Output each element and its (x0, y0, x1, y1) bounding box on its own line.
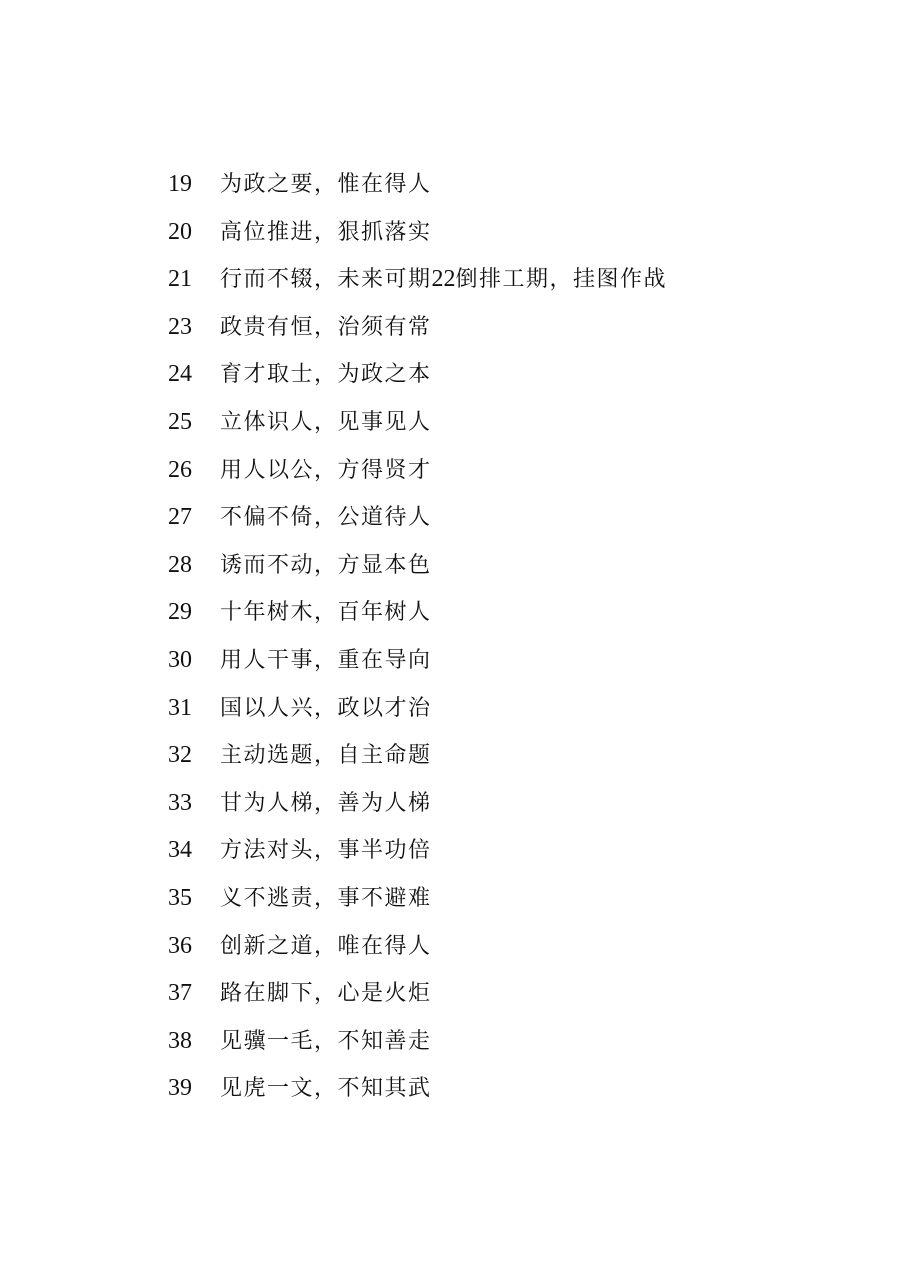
list-item (168, 1022, 868, 1070)
list-item (168, 927, 868, 975)
list-item (168, 165, 868, 213)
line-number: 27 (168, 504, 192, 531)
line-text: 为政之要，惟在得人 (220, 172, 432, 197)
list-item (168, 260, 868, 308)
line-number: 30 (168, 646, 192, 673)
list-item (168, 308, 868, 356)
numbered-list (168, 165, 868, 1117)
line-text: 行而不辍，未来可期 (220, 267, 432, 293)
line-text: 立体识人，见事见人 (220, 409, 432, 435)
line-text-continued: 倒排工期，挂图作战 (455, 267, 668, 293)
line-text: 创新之道，唯在得人 (220, 933, 432, 959)
line-number: 23 (168, 313, 192, 340)
line-number: 31 (168, 694, 192, 721)
line-number: 38 (168, 1027, 192, 1054)
list-item (168, 831, 868, 879)
line-number: 20 (168, 218, 192, 245)
list-item (168, 974, 868, 1022)
list-item (168, 1069, 868, 1117)
line-text: 路在脚下，心是火炬 (220, 981, 432, 1007)
line-text: 见骥一毛，不知善走 (220, 1028, 432, 1054)
line-number: 32 (168, 742, 192, 769)
line-number: 39 (168, 1075, 192, 1102)
line-number: 36 (168, 932, 192, 959)
line-text: 十年树木，百年树人 (220, 600, 432, 626)
inline-line-number: 22 (431, 266, 456, 293)
line-text: 甘为人梯，善为人梯 (220, 790, 432, 816)
list-item (168, 546, 868, 594)
list-item (168, 784, 868, 832)
line-text: 见虎一文，不知其武 (220, 1076, 432, 1102)
line-number: 35 (168, 884, 192, 911)
line-text: 育才取士，为政之本 (220, 362, 432, 388)
list-item (168, 451, 868, 499)
list-item (168, 213, 868, 261)
line-number: 29 (168, 599, 192, 626)
list-item (168, 736, 868, 784)
line-text: 用人干事，重在导向 (220, 647, 432, 673)
list-item (168, 403, 868, 451)
line-number: 24 (168, 361, 192, 388)
line-number: 34 (168, 837, 192, 864)
list-item (168, 689, 868, 737)
line-number: 21 (168, 266, 192, 293)
line-number: 28 (168, 551, 192, 578)
list-item (168, 593, 868, 641)
line-text: 诱而不动，方显本色 (220, 552, 432, 578)
line-text: 不偏不倚，公道待人 (220, 505, 432, 531)
list-item (168, 879, 868, 927)
line-number: 33 (168, 789, 192, 816)
line-text: 高位推进，狠抓落实 (220, 219, 432, 245)
line-text: 用人以公，方得贤才 (220, 457, 432, 483)
list-item (168, 498, 868, 546)
line-number: 37 (168, 980, 192, 1007)
list-item (168, 355, 868, 403)
line-text: 国以人兴，政以才治 (220, 695, 432, 721)
line-number: 26 (168, 456, 192, 483)
line-text: 方法对头，事半功倍 (220, 838, 432, 864)
line-text: 义不逃责，事不避难 (220, 885, 432, 911)
list-item (168, 641, 868, 689)
line-number: 25 (168, 408, 192, 435)
line-text: 主动选题，自主命题 (220, 743, 432, 769)
line-number: 19 (168, 171, 192, 197)
line-text: 政贵有恒，治须有常 (220, 314, 432, 340)
